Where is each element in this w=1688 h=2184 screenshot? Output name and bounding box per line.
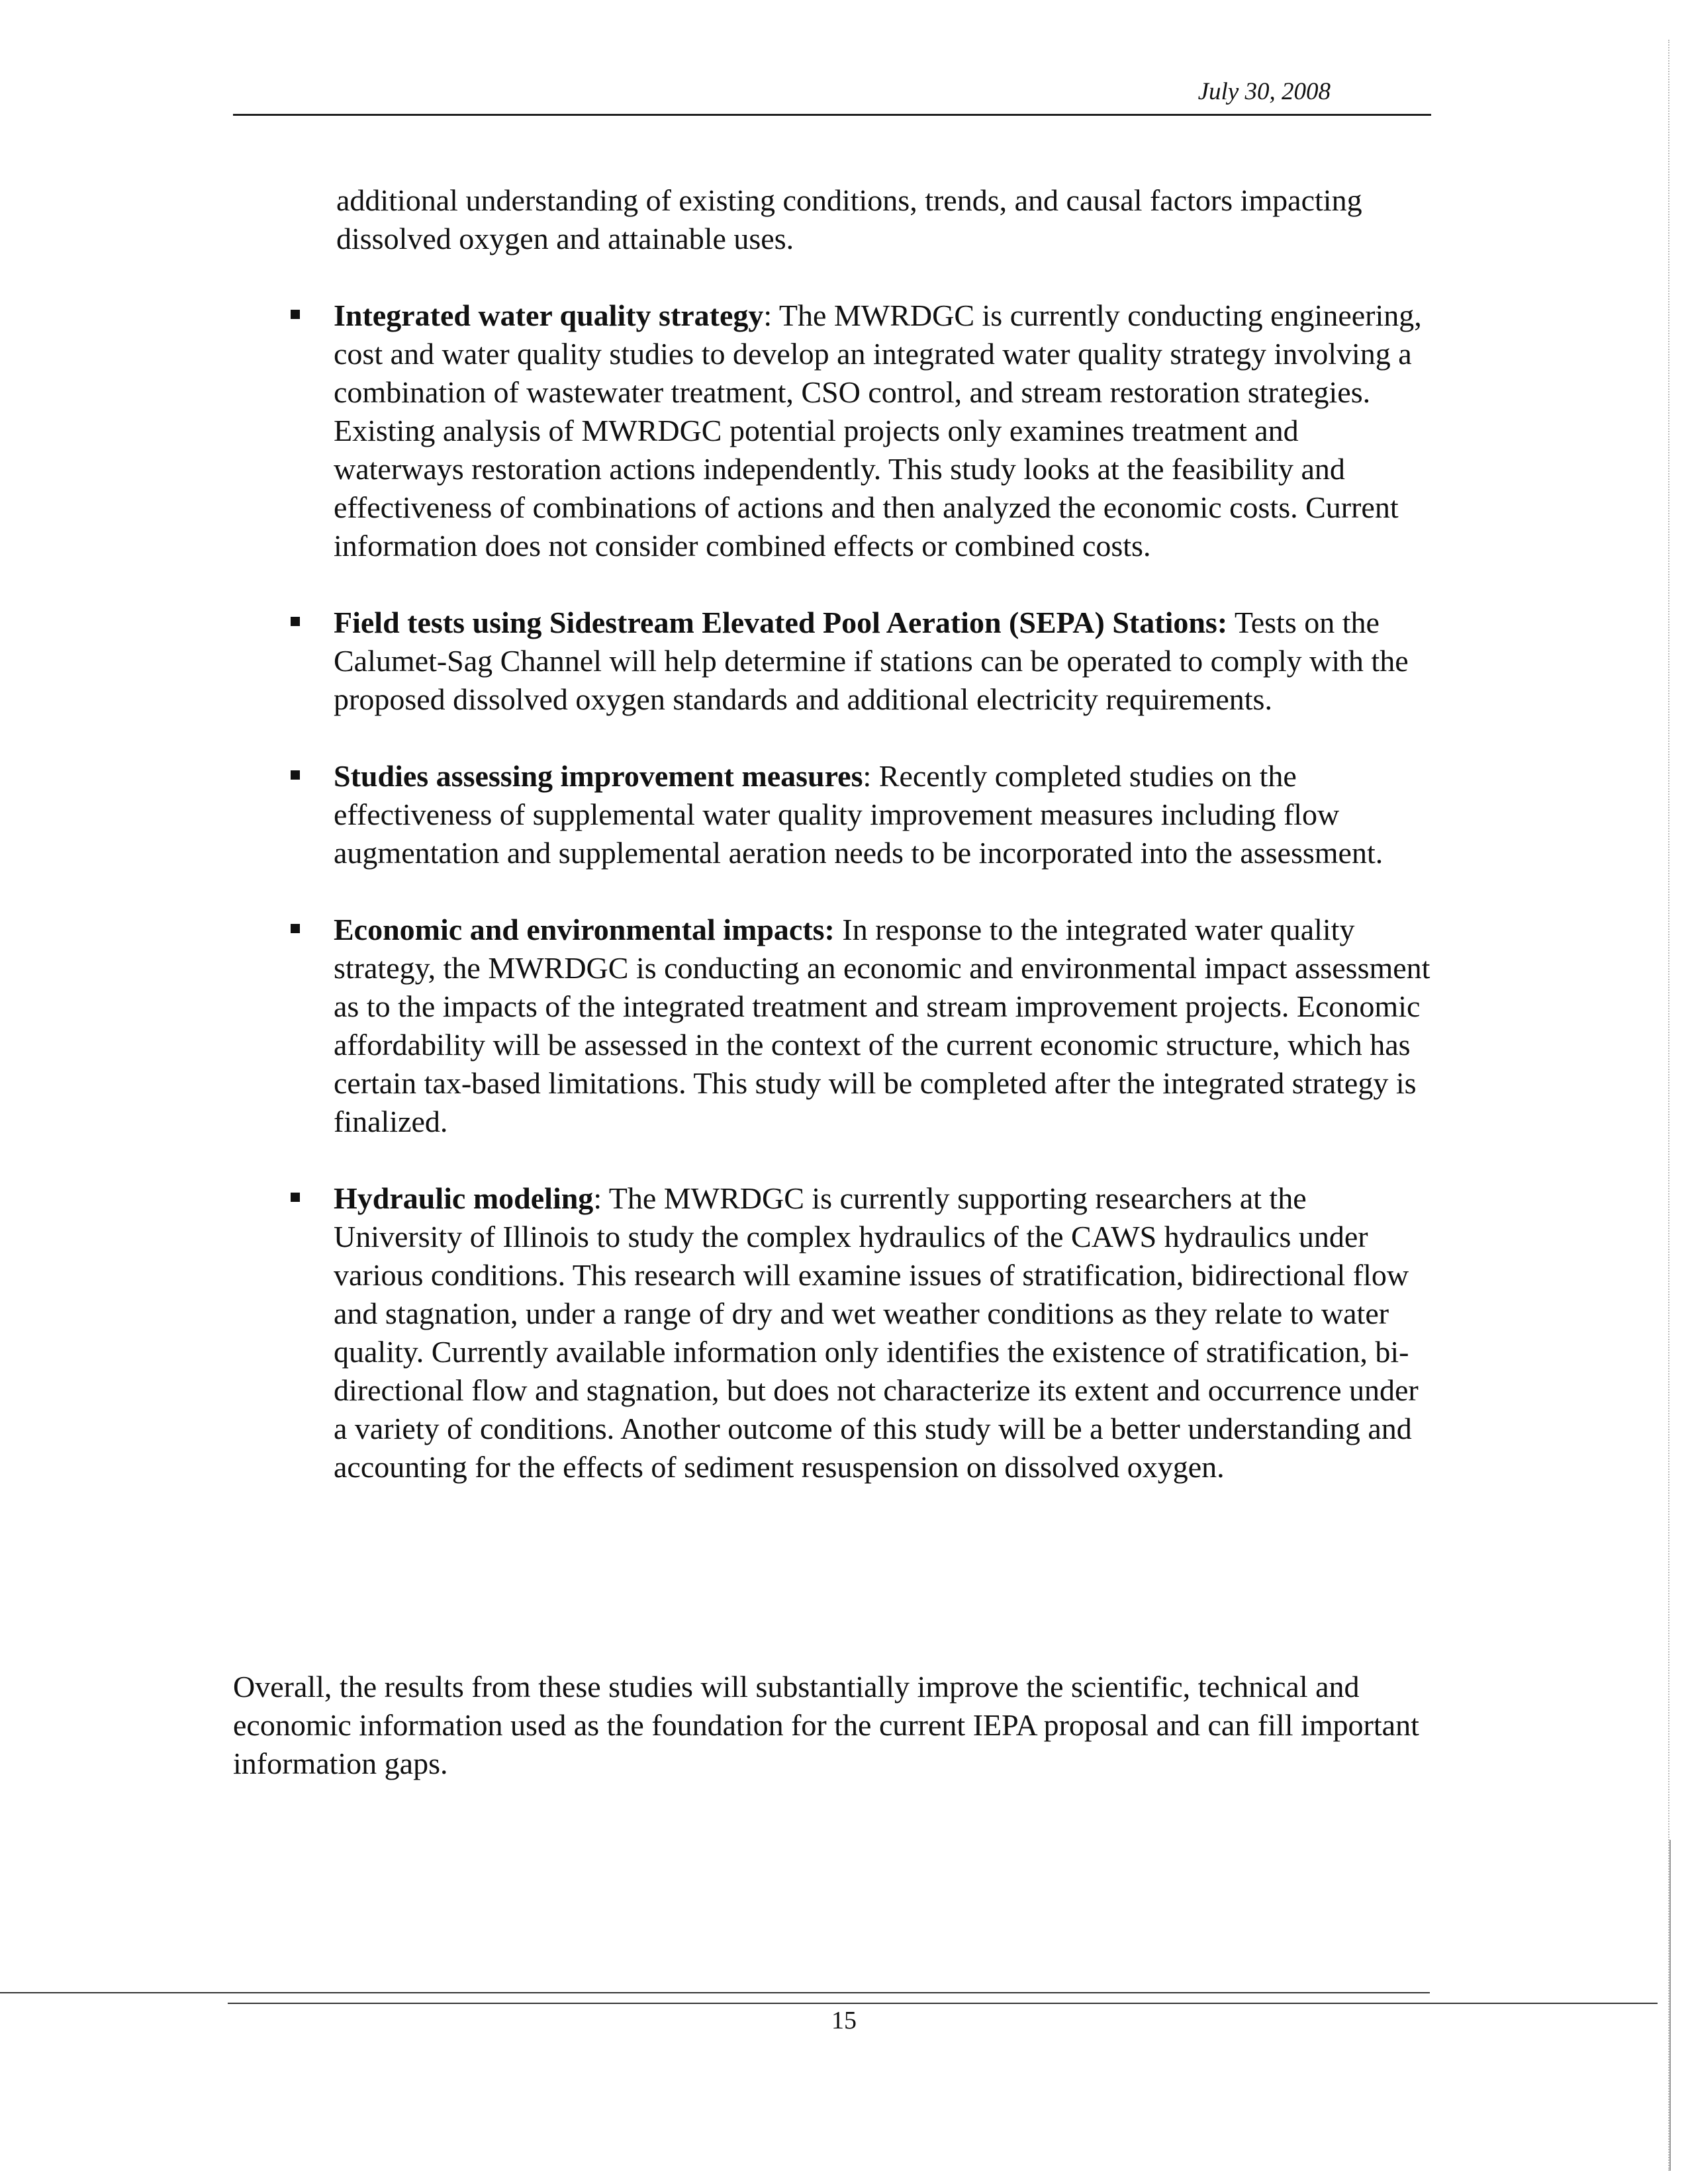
page-number: 15 [831,2007,857,2034]
bullet-text: Tests on the Calumet-Sag Channel will help determine if stations can be operated to comply with the proposed dissolved oxygen standards and additional electricity requirements. [334,606,1409,716]
bullet-title: Economic and environmental impacts: [334,913,835,946]
bullet-text: In response to the integrated water quality strategy, the MWRDGC is conducting an economic and environmental impact assessment as to the impacts of the integrated treatment and stream improvement projects. Economic affordability will be assessed in the context of the current economic structure, which has certain tax-based limitations. This study will be completed after the integrated strategy is finalized. [334,913,1430,1138]
intro-paragraph: additional understanding of existing conditions, trends, and causal factors impacting dissolved oxygen and attainable uses. [336,183,1362,255]
square-bullet-icon [291,924,300,933]
bullet-separator: : [863,759,879,793]
bullet-title: Studies assessing improvement measures [334,759,863,793]
footer-rule [228,2003,1658,2004]
bullet-item-hydraulic-modeling [334,1179,1432,1486]
header-date: July 30, 2008 [1197,78,1331,105]
bullet-text: Recently completed studies on the effectiveness of supplemental water quality improvement measures including flow augmentation and supplemental aeration needs to be incorporated into the assessment. [334,759,1383,870]
header-rule [233,114,1431,116]
bullet-item-integrated-strategy [334,296,1432,565]
scan-edge-line [1669,1840,1671,2171]
square-bullet-icon [291,310,300,319]
bullet-item-economic-impacts [334,911,1432,1141]
square-bullet-icon [291,770,300,780]
bullet-separator: : [593,1181,609,1215]
bullet-title: Integrated water quality strategy [334,298,764,332]
square-bullet-icon [291,617,300,626]
bullet-title: Field tests using Sidestream Elevated Pool Aeration (SEPA) Stations: [334,606,1228,639]
bullet-title: Hydraulic modeling [334,1181,594,1215]
bullet-list [0,296,1688,1525]
bullet-item-improvement-measures [334,757,1432,872]
square-bullet-icon [291,1193,300,1202]
bullet-item-sepa-field-tests [334,604,1432,719]
bullet-separator [835,913,843,946]
bullet-separator [1227,606,1235,639]
closing-paragraph: Overall, the results from these studies will substantially improve the scientific, technical and economic information used as the foundation for the current IEPA proposal and can fill important information gaps. [233,1670,1419,1780]
bullet-text: The MWRDGC is currently conducting engineering, cost and water quality studies to develop an integrated water quality strategy involving a combination of wastewater treatment, CSO control, and stream restoration strategies. Existing analysis of MWRDGC potential projects only examines treatment and waterways restoration actions independently. This study looks at the feasibility and effectiveness of combinations of actions and then analyzed the economic costs. Current information does not consider combined effects or combined costs. [334,298,1422,563]
bullet-text: The MWRDGC is currently supporting researchers at the University of Illinois to study the complex hydraulics of the CAWS hydraulics under various conditions. This research will examine issues of stratification, bidirectional flow and stagnation, under a range of dry and wet weather conditions as they relate to water quality. Currently available information only identifies the existence of stratification, bi-directional flow and stagnation, but does not characterize its extent and occurrence under a variety of conditions. Another outcome of this study will be a better understanding and accounting for the effects of sediment resuspension on dissolved oxygen. [334,1181,1419,1484]
footer-rule [0,1992,1430,1993]
bullet-separator: : [763,298,779,332]
